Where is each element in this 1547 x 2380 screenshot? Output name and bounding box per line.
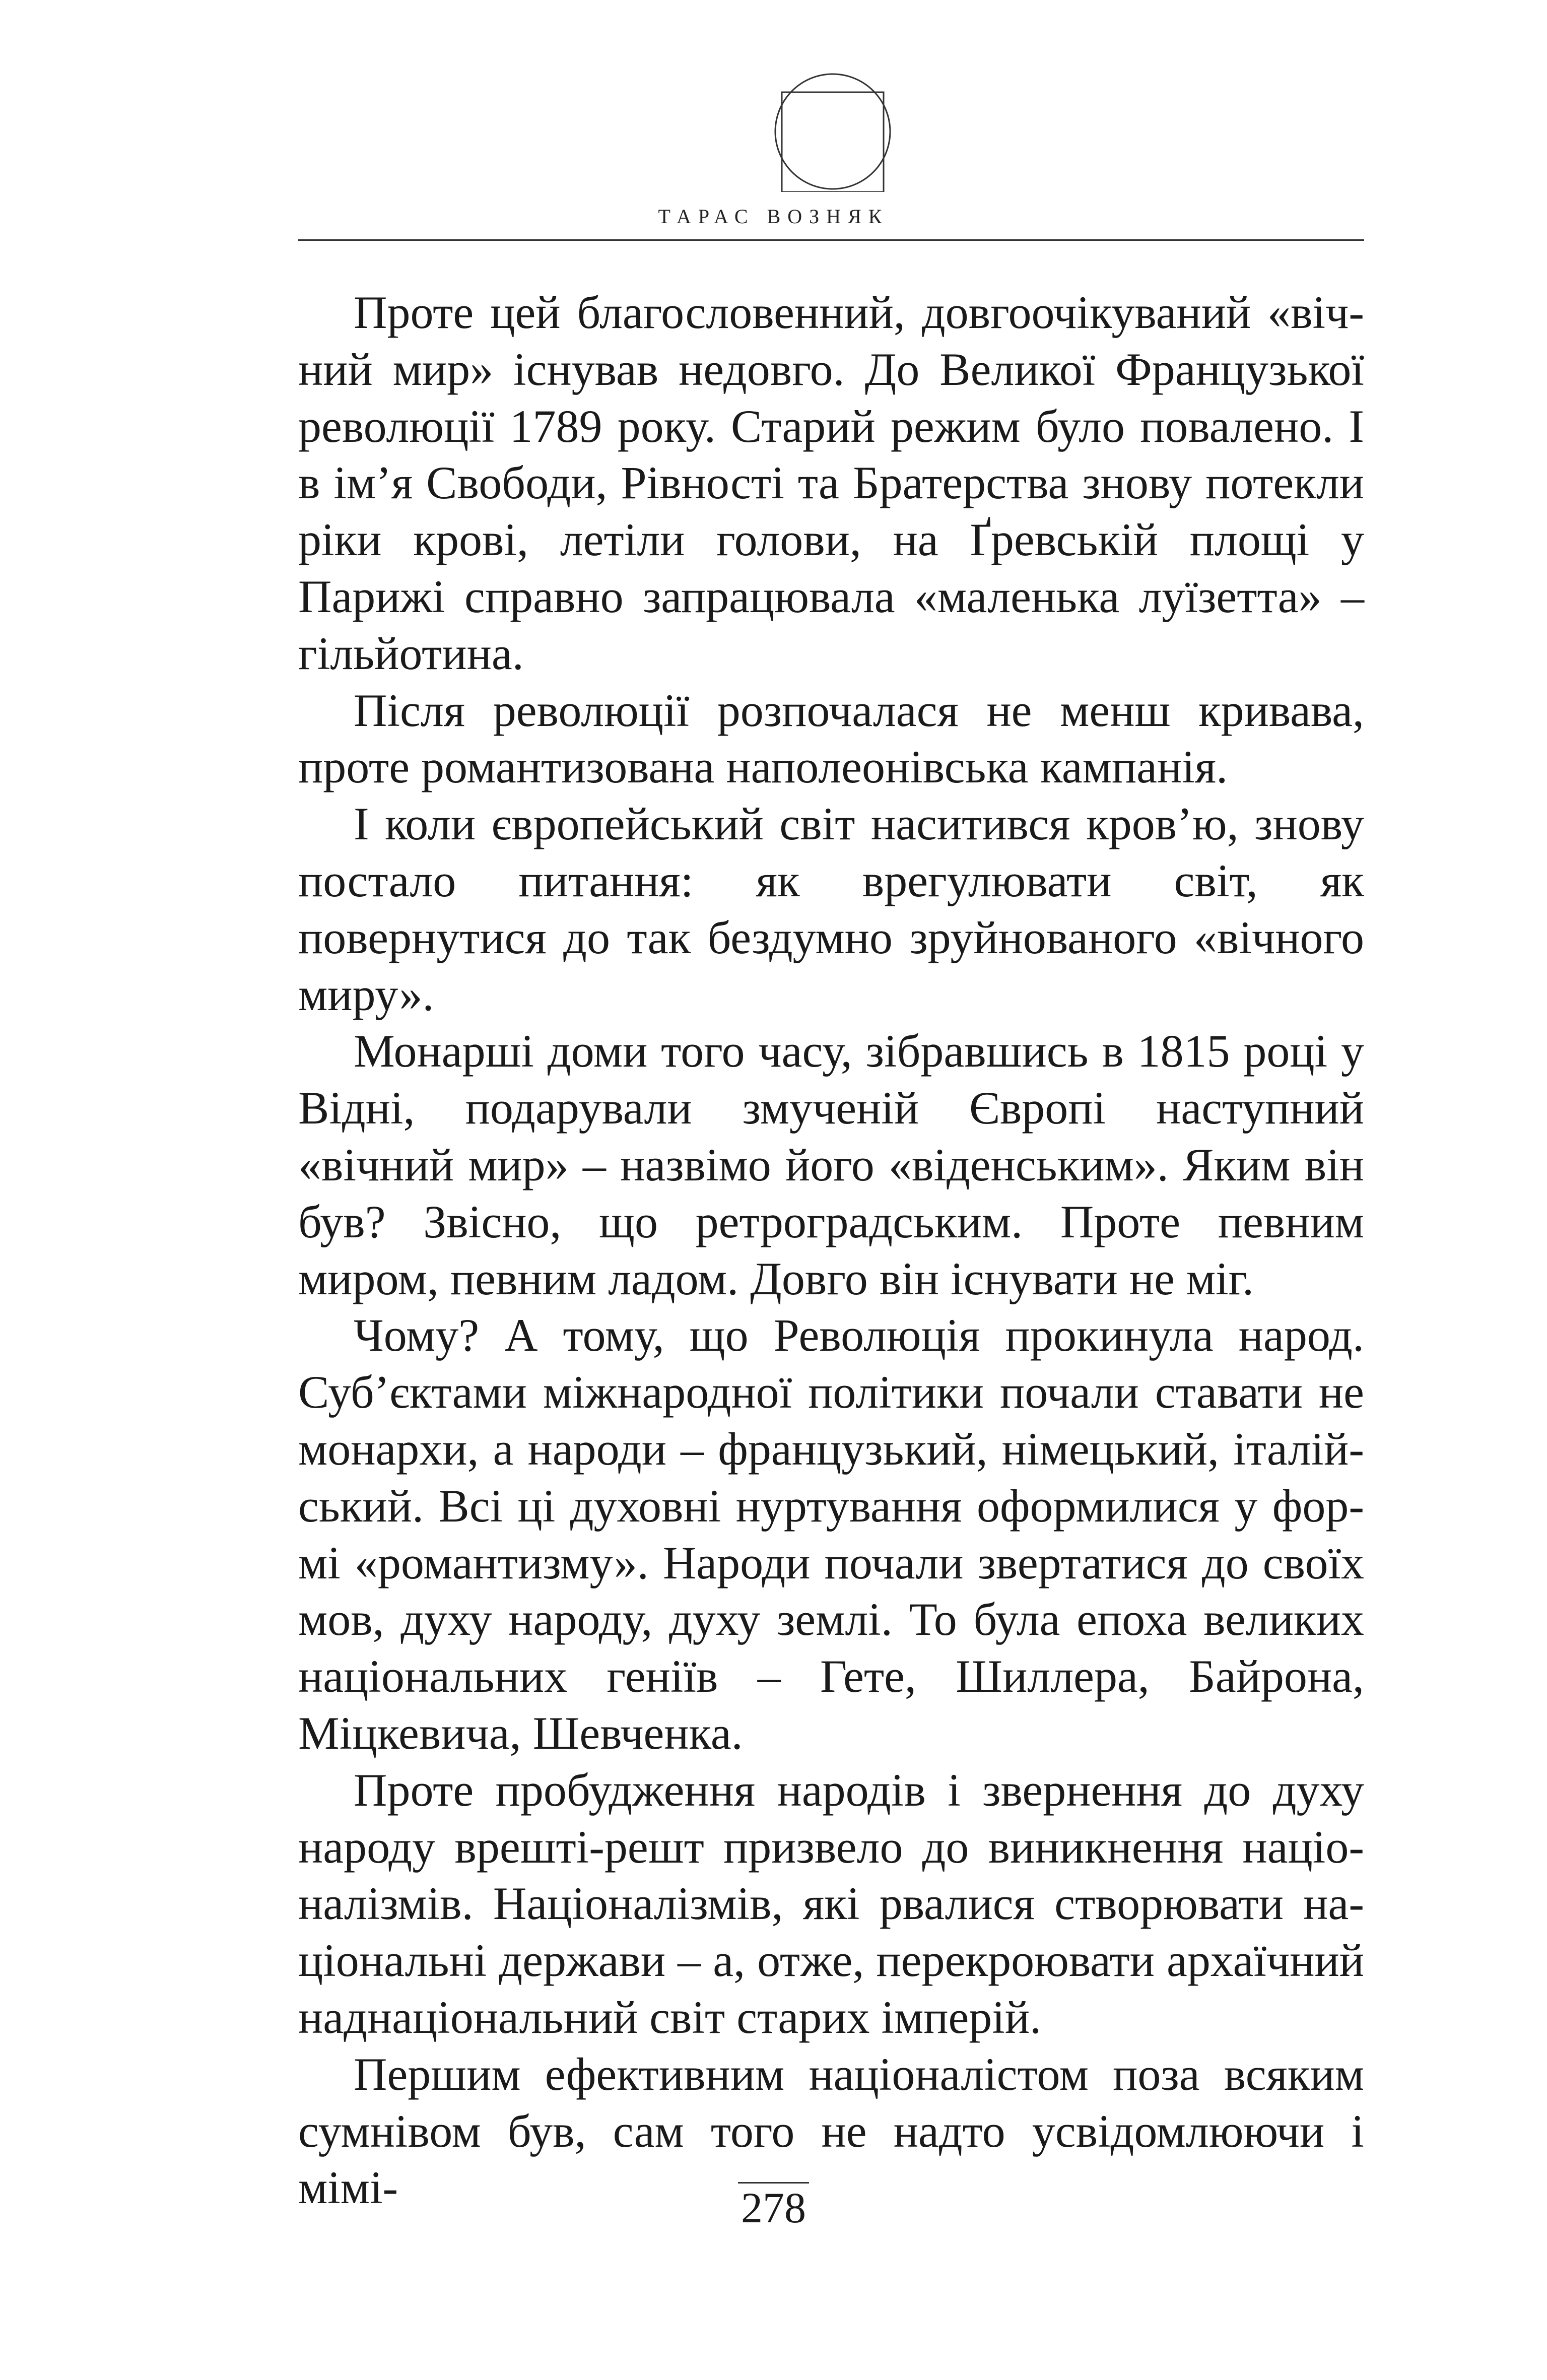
emblem-circle-square-icon xyxy=(772,71,893,192)
running-header-author: ТАРАС ВОЗНЯК xyxy=(658,205,889,228)
paragraph-6: Проте пробудження народів і звернення до духу народу врешті-решт призвело до виникнення націоналізмів. Націоналізмів, які рвалися створювати національні держави – а, отже, перекроювати архаїчний наднаціональний світ старих імперій. xyxy=(298,1764,1364,2043)
paragraph-4: Монарші доми того часу, зібравшись в 1815 році у Відні, подарували змученій Європі наступний «вічний мир» – назвімо його «віденським». Яким він був? Звісно, що ретроградським. Проте певним миром, певним ладом. Довго він існувати не міг. xyxy=(298,1025,1364,1304)
page-number-value: 278 xyxy=(738,2182,809,2232)
paragraph-1: Проте цей благословенний, довгоочікуваний «вічний мир» існував недовго. До Великої Французької революції 1789 року. Старий режим було повалено. І в ім’я Свободи, Рівності та Братерства знову потекли ріки крові, летіли голови, на Ґревській площі у Парижі справно запрацювала «маленька луїзетта» – гільйотина. xyxy=(298,287,1364,679)
paragraph-3: І коли європейський світ наситився кров’ю, знову постало питання: як врегулювати світ, як повернутися до так бездумно зруйнованого «вічного миру». xyxy=(298,798,1364,1020)
paragraph-5: Чому? А тому, що Революція прокинула народ. Суб’єктами міжнародної політики почали ставати не монархи, а народи – французький, німецький, італійський. Всі ці духовні нуртування оформилися у формі «романтизму». Народи почали звертатися до своїх мов, духу народу, духу землі. То була епоха великих національних геніїв – Гете, Шиллера, Байрона, Міцкевича, Шевченка. xyxy=(298,1309,1364,1759)
paragraph-2: Після революції розпочалася не менш кривава, проте романтизована наполеонівська кампанія. xyxy=(298,684,1364,793)
page-number xyxy=(0,2183,1547,2233)
paragraph-7: Першим ефективним націоналістом поза всяким сумнівом був, сам того не надто усвідомлюючи і мімі- xyxy=(298,2048,1364,2214)
body-text xyxy=(298,284,1364,2216)
header-divider xyxy=(298,239,1364,241)
